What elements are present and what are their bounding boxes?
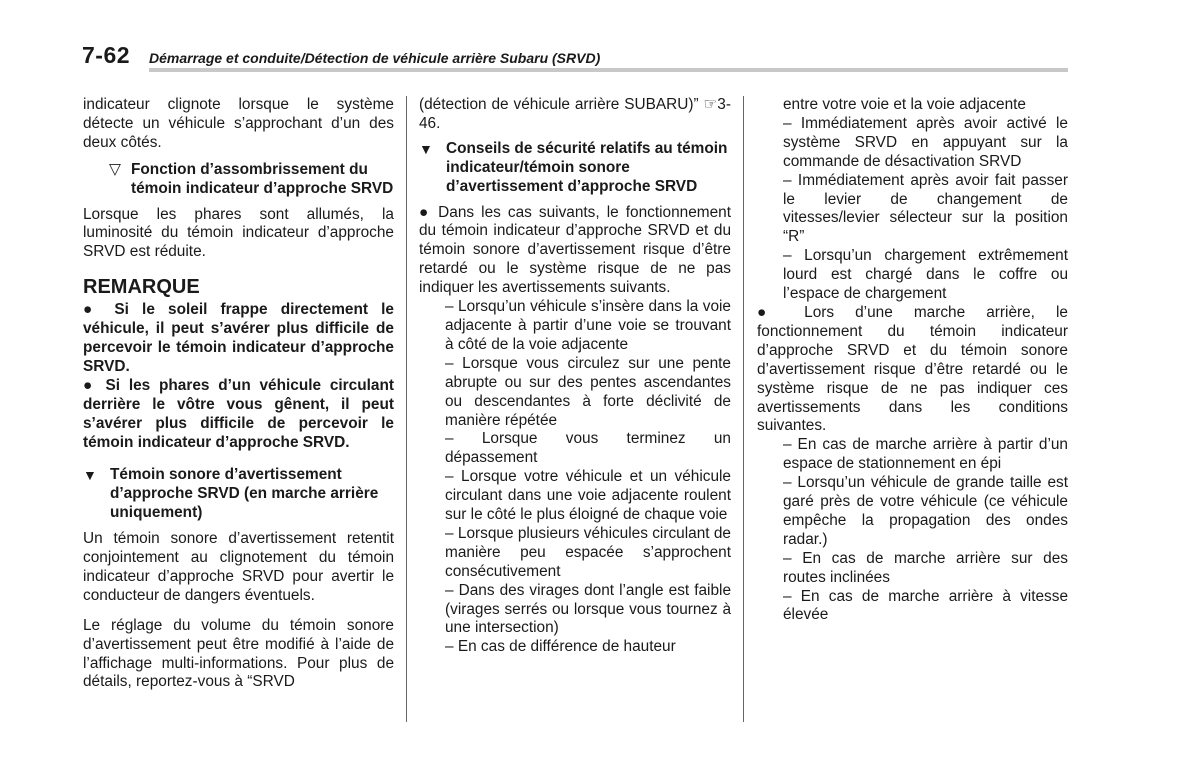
page-header	[82, 40, 1068, 70]
triangle-down-icon: ▼	[419, 140, 433, 157]
column-divider	[406, 96, 407, 722]
list-item: – En cas de marche arrière sur des routes inclinées	[783, 549, 1068, 586]
paragraph: Un témoin sonore d’avertissement retentit conjointement au clignotement du témoin indicateur d’approche SRVD pour avertir le conducteur de dangers éventuels.	[83, 530, 394, 604]
triangle-down-icon: ▼	[83, 467, 97, 484]
header-rule	[149, 68, 1068, 72]
list-item: – En cas de différence de hauteur	[445, 638, 676, 656]
column-2	[419, 96, 731, 657]
section-title: Démarrage et conduite/Détection de véhicule arrière Subaru (SRVD)	[149, 50, 601, 66]
list-item: – Lorsque vous terminez un dépassement	[445, 430, 731, 467]
list-item: – Lorsqu’un chargement extrêmement lourd est chargé dans le coffre ou l’espace de chargement	[783, 247, 1068, 303]
column-1	[83, 96, 394, 692]
section-heading-text: Témoin sonore d’avertissement d’approche SRVD (en marche arrière uniquement)	[110, 466, 379, 522]
triangle-outline-icon: ▽	[109, 160, 121, 178]
bullet-paragraph: ● Lors d’une marche arrière, le fonctionnement du témoin indicateur d’approche SRVD et du témoin sonore d’avertissement risque d’être retardé ou le système risque de ne pas indiquer ces avertissements dans les conditions suivantes.	[757, 303, 1068, 435]
list-item: – En cas de marche arrière à vitesse élevée	[783, 587, 1068, 624]
list-item: – En cas de marche arrière à partir d’un espace de stationnement en épi	[783, 436, 1068, 473]
section-heading	[83, 466, 394, 523]
note-item: ● Si le soleil frappe directement le véhicule, il peut s’avérer plus difficile de percevoir le témoin indicateur d’approche SRVD.	[83, 301, 394, 375]
list-item: – Immédiatement après avoir activé le système SRVD en appuyant sur la commande de désactivation SRVD	[783, 114, 1068, 170]
list-item-continuation: entre votre voie et la voie adjacente	[783, 96, 1026, 113]
list-item: – Lorsqu’un véhicule s’insère dans la voie adjacente à partir d’une voie se trouvant à côté de la voie adjacente	[445, 298, 731, 353]
bullet-paragraph: ● Dans les cas suivants, le fonctionnement du témoin indicateur d’approche SRVD et du témoin sonore d’avertissement risque d’être retardé ou le système risque de ne pas indiquer les avertissements suivants.	[419, 203, 731, 297]
page-number: 7-62	[82, 42, 131, 68]
list-item: – Lorsque vous circulez sur une pente abrupte ou sur des pentes ascendantes ou descendantes à forte déclivité de manière répétée	[445, 354, 731, 429]
subsection-heading-text: Fonction d’assombrissement du témoin indicateur d’approche SRVD	[131, 160, 394, 197]
note-item: ● Si les phares d’un véhicule circulant derrière le vôtre vous gênent, il peut s’avérer plus difficile de percevoir le témoin indicateur d’approche SRVD.	[83, 376, 394, 451]
column-divider	[743, 96, 744, 722]
section-heading-text: Conseils de sécurité relatifs au témoin indicateur/témoin sonore d’avertissement d’approche SRVD	[446, 139, 728, 195]
list-item: – Lorsqu’un véhicule de grande taille est garé près de votre véhicule (ce véhicule empêche la propagation des ondes radar.)	[783, 474, 1068, 548]
paragraph: indicateur clignote lorsque le système détecte un véhicule s’approchant d’un des deux côtés.	[83, 96, 394, 151]
section-heading	[419, 140, 731, 197]
paragraph: Lorsque les phares sont allumés, la luminosité du témoin indicateur d’approche SRVD est réduite.	[83, 205, 394, 261]
list-item: – Lorsque plusieurs véhicules circulant de manière peu espacée s’approchent consécutivement	[445, 524, 731, 580]
list-item: – Lorsque votre véhicule et un véhicule circulant dans une voie adjacente roulent sur le côté le plus éloigné de chaque voie	[445, 468, 731, 524]
paragraph: (détection de véhicule arrière SUBARU)” ☞3-46.	[419, 96, 731, 132]
paragraph: Le réglage du volume du témoin sonore d’avertissement peut être modifié à l’aide de l’affichage multi-informations. Pour plus de détails, reportez-vous à “SRVD	[83, 616, 394, 691]
column-3	[757, 96, 1068, 625]
note-heading: REMARQUE	[83, 276, 200, 299]
subsection-heading	[83, 161, 394, 199]
list-item: – Immédiatement après avoir fait passer le levier de changement de vitesses/levier sélecteur sur la position “R”	[783, 171, 1068, 246]
list-item: – Dans des virages dont l’angle est faible (virages serrés ou lorsque vous tournez à une intersection)	[445, 581, 731, 637]
